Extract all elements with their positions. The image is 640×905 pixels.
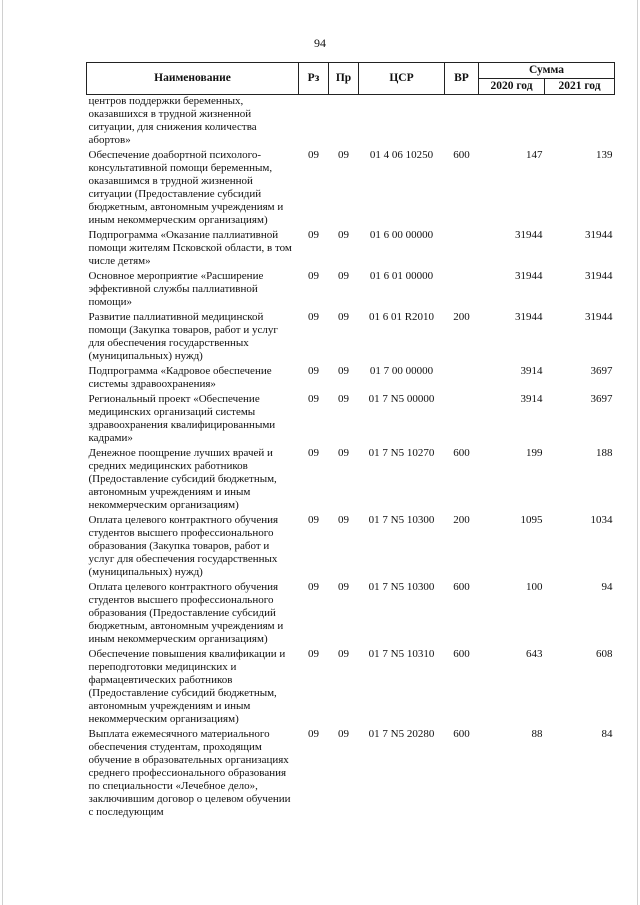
- cell-rz: 09: [308, 447, 319, 459]
- cell-vr: [445, 393, 479, 447]
- table-row: [87, 149, 615, 229]
- header-2021: 2021 год: [545, 79, 615, 95]
- cell-rz: 09: [308, 365, 319, 377]
- cell-vr: 200: [453, 311, 470, 323]
- cell-sum-2020: 31944: [515, 229, 543, 241]
- table-row: [87, 365, 615, 393]
- table-row: [87, 514, 615, 581]
- table-row: [87, 648, 615, 728]
- cell-sum-2020: 199: [526, 447, 543, 459]
- scan-edge-right: [637, 0, 638, 905]
- header-pr: Пр: [329, 63, 359, 95]
- cell-sum-2020: 88: [531, 728, 543, 740]
- cell-sum-2021: 31944: [585, 311, 613, 323]
- cell-csr: 01 7 N5 00000: [368, 393, 435, 405]
- cell-sum-2021: 608: [596, 648, 613, 660]
- cell-rz: 09: [308, 393, 319, 405]
- cell-vr: [445, 270, 479, 311]
- cell-sum-2020: 147: [526, 149, 543, 161]
- cell-csr: 01 7 N5 10300: [368, 514, 435, 526]
- cell-sum-2020: 31944: [515, 270, 543, 282]
- cell-rz: 09: [308, 728, 319, 740]
- cell-rz: 09: [308, 648, 319, 660]
- cell-name: Развитие паллиативной медицинской помощи (Закупка товаров, работ и услуг для обеспечения государственных (муниципальных) нужд): [88, 311, 278, 362]
- table-row: [87, 311, 615, 365]
- cell-sum-2020: 1095: [520, 514, 543, 526]
- cell-name: Обеспечение доабортной психолого-консультативной помощи беременным, оказавшимся в трудной жизненной ситуации (Предоставление субсидий бюджетным, автономным учреждениям и иным некоммерческим организациям): [88, 149, 284, 226]
- cell-name: Подпрограмма «Оказание паллиативной помощи жителям Псковской области, в том числе детям»: [88, 229, 292, 267]
- cell-pr: [329, 95, 359, 150]
- cell-pr: 09: [338, 393, 349, 405]
- header-name: Наименование: [87, 63, 299, 95]
- header-2020: 2020 год: [479, 79, 545, 95]
- cell-vr: 600: [453, 447, 470, 459]
- cell-sum-2020: [479, 95, 545, 150]
- header-csr: ЦСР: [359, 63, 445, 95]
- cell-csr: 01 6 00 00000: [369, 229, 434, 241]
- cell-name: Оплата целевого контрактного обучения студентов высшего профессионального образования (Закупка товаров, работ и услуг для обеспечения государственных (муниципальных) нужд): [88, 514, 279, 578]
- cell-vr: 600: [453, 648, 470, 660]
- cell-vr: 600: [453, 728, 470, 740]
- cell-csr: 01 7 N5 10300: [368, 581, 435, 593]
- cell-name: Оплата целевого контрактного обучения студентов высшего профессионального образования (Предоставление субсидий бюджетным, автономным учреждениям и иным некоммерческим организациям): [88, 581, 284, 645]
- table-row: [87, 270, 615, 311]
- cell-name: Региональный проект «Обеспечение медицинских организаций системы здравоохранения квалифицированными кадрами»: [88, 393, 276, 444]
- cell-sum-2020: 3914: [520, 393, 543, 405]
- cell-pr: 09: [338, 648, 349, 660]
- cell-sum-2021: 31944: [585, 229, 613, 241]
- cell-csr: 01 7 N5 20280: [368, 728, 435, 740]
- cell-name: Денежное поощрение лучших врачей и средних медицинских работников (Предоставление субсидий бюджетным, автономным учреждениям и иным некоммерческим организациям): [88, 447, 277, 511]
- cell-pr: 09: [338, 311, 349, 323]
- header-rz: Рз: [299, 63, 329, 95]
- cell-sum-2021: 188: [596, 447, 613, 459]
- cell-vr: [445, 365, 479, 393]
- cell-name: центров поддержки беременных, оказавшихся в трудной жизненной ситуации, для снижения количества абортов»: [88, 95, 257, 146]
- cell-sum-2021: 94: [601, 581, 613, 593]
- cell-sum-2020: 100: [526, 581, 543, 593]
- cell-name: Обеспечение повышения квалификации и переподготовки медицинских и фармацевтических работников (Предоставление субсидий бюджетным, автономным учреждениям и иным некоммерческим организациям): [88, 648, 286, 725]
- cell-rz: 09: [308, 229, 319, 241]
- cell-csr: 01 7 00 00000: [369, 365, 434, 377]
- page-number: 94: [314, 36, 326, 50]
- cell-rz: [299, 95, 329, 150]
- cell-vr: 600: [453, 581, 470, 593]
- table-row: [87, 393, 615, 447]
- cell-rz: 09: [308, 311, 319, 323]
- cell-sum-2021: 139: [596, 149, 613, 161]
- cell-sum-2021: 1034: [590, 514, 613, 526]
- cell-rz: 09: [308, 514, 319, 526]
- table-row: [87, 728, 615, 821]
- cell-pr: 09: [338, 365, 349, 377]
- table-row: [87, 95, 615, 150]
- cell-vr: [445, 229, 479, 270]
- cell-sum-2020: 3914: [520, 365, 543, 377]
- cell-rz: 09: [308, 149, 319, 161]
- cell-rz: 09: [308, 270, 319, 282]
- table-row: [87, 581, 615, 648]
- cell-pr: 09: [338, 728, 349, 740]
- cell-sum-2020: 31944: [515, 311, 543, 323]
- cell-csr: 01 6 01 R2010: [368, 311, 435, 323]
- cell-pr: 09: [338, 149, 349, 161]
- header-sum: Сумма: [479, 63, 615, 79]
- cell-sum-2021: 84: [601, 728, 613, 740]
- cell-vr: 600: [453, 149, 470, 161]
- cell-rz: 09: [308, 581, 319, 593]
- cell-name: Основное мероприятие «Расширение эффективной службы паллиативной помощи»: [88, 270, 264, 308]
- header-vr: ВР: [445, 63, 479, 95]
- cell-pr: 09: [338, 581, 349, 593]
- cell-csr: 01 7 N5 10270: [368, 447, 435, 459]
- cell-name: Подпрограмма «Кадровое обеспечение системы здравоохранения»: [88, 365, 272, 390]
- scan-edge-left: [2, 0, 3, 905]
- table-header: [87, 63, 615, 95]
- cell-sum-2020: 643: [526, 648, 543, 660]
- budget-table: [86, 62, 615, 821]
- cell-pr: 09: [338, 229, 349, 241]
- cell-pr: 09: [338, 270, 349, 282]
- cell-csr: 01 4 06 10250: [369, 149, 434, 161]
- cell-vr: 200: [453, 514, 470, 526]
- cell-name: Выплата ежемесячного материального обеспечения студентам, проходящим обучение в образовательных организациях среднего профессионального образования по специальности «Лечебное дело», заключившим договор о целевом обучении с последующим: [88, 728, 291, 818]
- cell-csr: [359, 95, 445, 150]
- cell-vr: [445, 95, 479, 150]
- cell-sum-2021: 31944: [585, 270, 613, 282]
- cell-csr: 01 6 01 00000: [369, 270, 434, 282]
- cell-pr: 09: [338, 447, 349, 459]
- cell-pr: 09: [338, 514, 349, 526]
- table-body: [87, 95, 615, 822]
- cell-sum-2021: 3697: [590, 393, 613, 405]
- cell-csr: 01 7 N5 10310: [368, 648, 435, 660]
- cell-sum-2021: 3697: [590, 365, 613, 377]
- cell-sum-2021: [545, 95, 615, 150]
- table-row: [87, 447, 615, 514]
- table-row: [87, 229, 615, 270]
